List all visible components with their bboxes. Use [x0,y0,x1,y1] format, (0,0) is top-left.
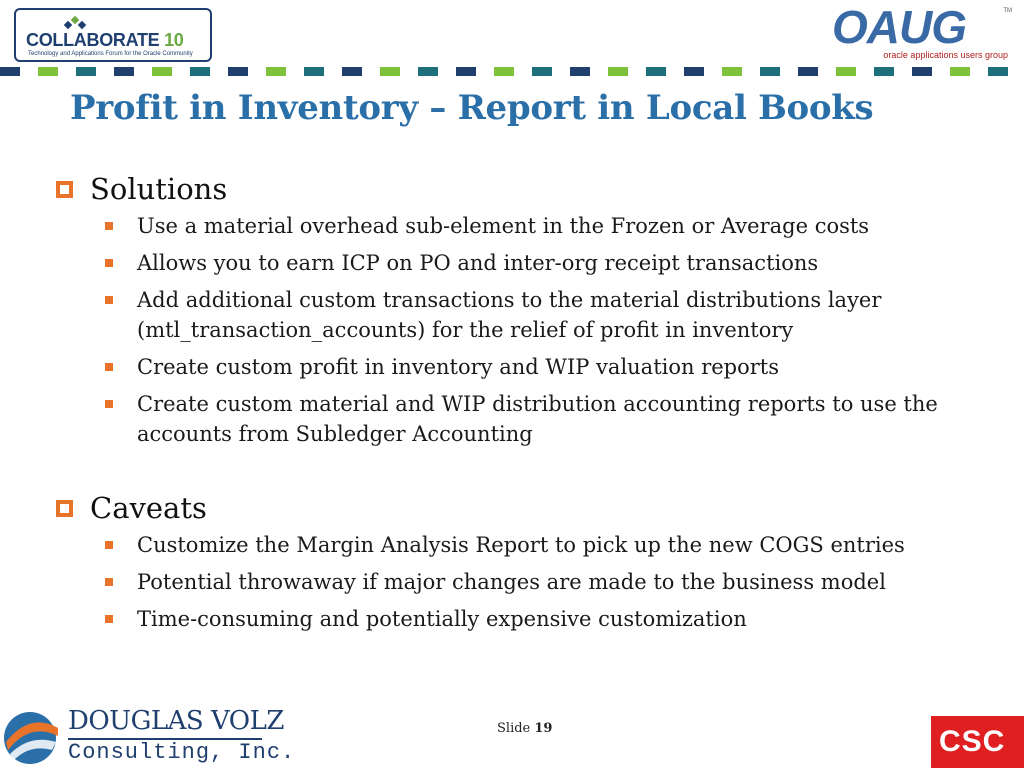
section-heading [56,171,976,207]
header-dashed-band [0,67,1024,76]
globe-icon [0,708,62,766]
oaug-wordmark: OAUG [832,1,966,53]
bullet-list [105,211,976,449]
collaborate-tagline: Technology and Applications Forum for the Oracle Community [28,51,193,57]
bullet-list [105,530,976,634]
collaborate-logo [14,8,212,62]
square-bullet-icon [105,541,113,549]
section-solutions [56,171,976,456]
section-caveats [56,490,976,641]
slide-title: Profit in Inventory – Report in Local Books [70,88,874,128]
douglas-volz-logo [0,704,296,768]
list-item: Time-consuming and potentially expensive customization [105,604,976,634]
square-bullet-icon [105,296,113,304]
csc-logo [931,716,1024,768]
list-item: Use a material overhead sub-element in the Frozen or Average costs [105,211,976,241]
collaborate-diamond-icon [62,15,102,31]
collaborate-wordmark: COLLABORATE 10 [26,30,184,50]
slide-number: Slide 19 [497,721,553,736]
list-item: Potential throwaway if major changes are made to the business model [105,567,976,597]
square-bullet-icon [105,400,113,408]
list-item: Add additional custom transactions to the material distributions layer (mtl_transaction_accounts) for the relief of profit in inventory [105,285,976,345]
oaug-tm: TM [1003,8,1012,14]
section-heading-text: Caveats [90,491,207,525]
section-heading-text: Solutions [90,172,228,206]
square-bullet-icon [105,615,113,623]
oaug-logo [832,1,1014,64]
square-bullet-icon [105,578,113,586]
csc-wordmark: CSC [939,725,1006,758]
list-item: Create custom material and WIP distribution accounting reports to use the accounts from Subledger Accounting [105,389,976,449]
hollow-square-bullet-icon [56,181,73,198]
square-bullet-icon [105,363,113,371]
square-bullet-icon [105,222,113,230]
list-item: Create custom profit in inventory and WIP valuation reports [105,352,976,382]
hollow-square-bullet-icon [56,500,73,517]
section-heading [56,490,976,526]
list-item: Customize the Margin Analysis Report to pick up the new COGS entries [105,530,976,560]
square-bullet-icon [105,259,113,267]
company-subtitle: Consulting, Inc. [68,740,296,765]
company-name: DOUGLAS VOLZ [68,706,284,736]
oaug-subtitle: oracle applications users group [883,50,1008,60]
list-item: Allows you to earn ICP on PO and inter-org receipt transactions [105,248,976,278]
